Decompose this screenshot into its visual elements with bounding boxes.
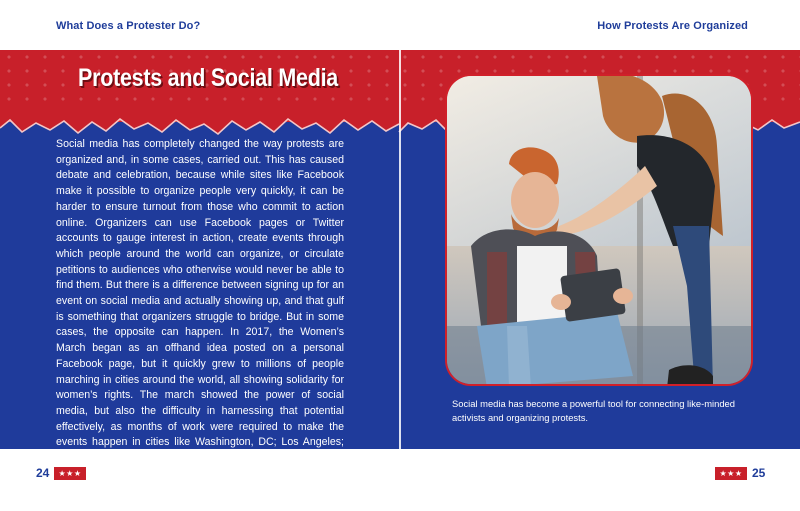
page-title: Protests and Social Media: [78, 64, 339, 92]
stars-badge-right: ★★★: [715, 467, 747, 480]
photo-caption: Social media has become a powerful tool for connecting like-minded activists and organizing protests.: [452, 398, 735, 423]
stars-badge-left: ★★★: [54, 467, 86, 480]
body-paragraph: Social media has completely changed the way protests are organized and, in some cases, carried out. This has caused debate and celebration, because while sites like Facebook make it possible to organize people very quickly, it can be harder to ensure turnout from those who commit to action online. Organizers can use Facebook pages or Twitter accounts to gauge interest in action, create events through which people around the world can organize, or circulate petitions to audiences who otherwise would never be able to find them. But there is a difference between signing up for an event on social media and actually showing up, and that gulf is something that organizers struggle to bridge. But in some cases, the opposite can happen. In 2017, the Women’s March began as an offhand idea posted on a personal Facebook page, but it quickly grew to millions of people marching in cities around the world, all showing solidarity for women’s rights. The march showed the power of social media, but also the difficulty in harnessing that potential effectively, as months of work were required to make the events happen in cities like Washington, DC; Los Angeles; New York; London; and Paris.: [56, 138, 344, 465]
page-number-left: 24: [36, 466, 50, 480]
page-gutter: [399, 50, 401, 449]
running-head-right: How Protests Are Organized: [597, 20, 748, 32]
protest-photo: [445, 74, 753, 386]
running-head-left: What Does a Protester Do?: [56, 20, 201, 32]
photo-illustration: [447, 76, 753, 386]
page-number-right: 25: [752, 466, 766, 480]
